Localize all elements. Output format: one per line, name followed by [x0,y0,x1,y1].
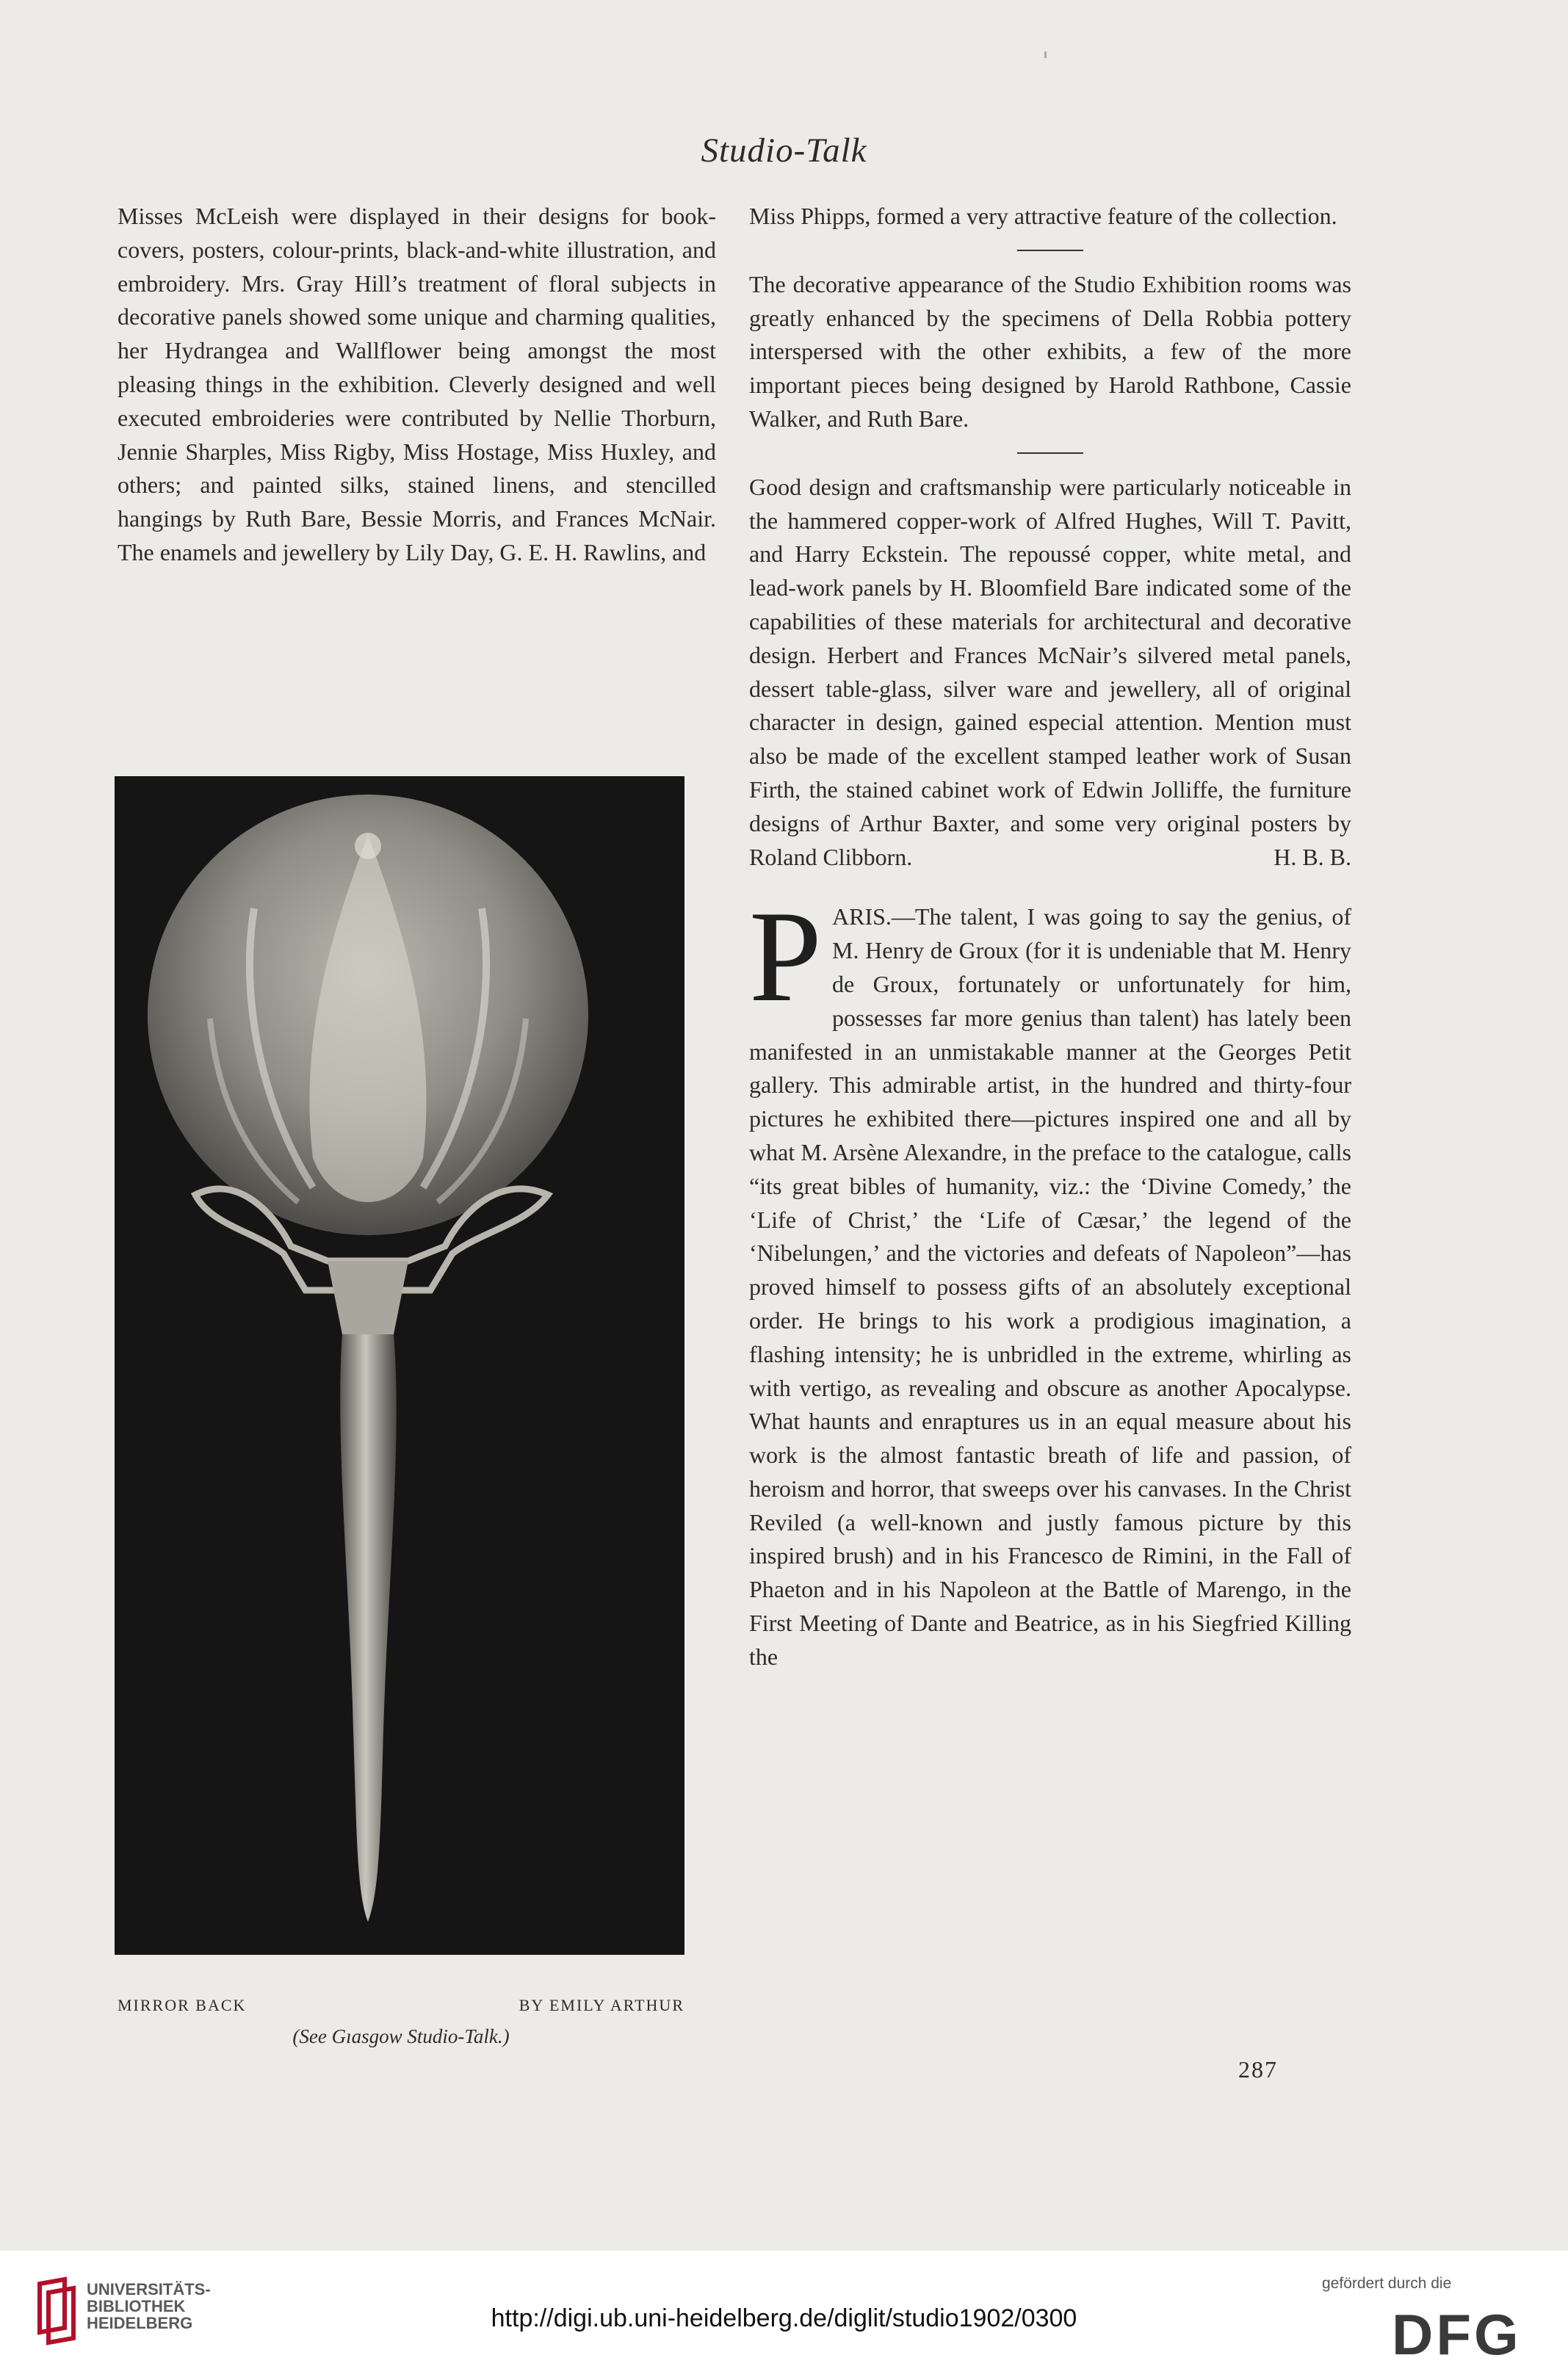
author-initials: H. B. B. [1273,843,1351,870]
library-name: UNIVERSITÄTS- BIBLIOTHEK HEIDELBERG [87,2280,211,2332]
right-paragraph-2: The decorative appearance of the Studio Exhibition rooms was greatly enhanced by the specimens of Della Robbia pottery interspersed with the other exhibits, a few of the more important pieces being designed by Harold Rathbone, Cassie Walker, and Ruth Bare. [749,270,1351,432]
source-url-link[interactable]: http://digi.ub.uni-heidelberg.de/diglit/studio1902/0300 [491,2304,1077,2332]
paris-paragraph-text: ARIS.—The talent, I was going to say the genius, of M. Henry de Groux (for it is undeniable that M. Henry de Groux, fortunately or unfortunately for him, possesses far more genius than talent) has lately been manifested in an unmistakable manner at the Georges Petit gallery. This admirable artist, in the hundred and thirty-four pictures he exhibited there—pictures inspired one and all by what M. Arsène Alexandre, in the preface to the catalogue, calls “its great bibles of humanity, viz.: the ‘Divine Comedy,’ the ‘Life of Christ,’ the ‘Life of Cæsar,’ the legend of the ‘Nibelungen,’ and the victories and defeats of Napoleon”—has proved himself to possess gifts of an absolutely exceptional order. He brings to his work a prodigious imagination, a flashing intensity; he is unbridled in the extreme, whirling as with vertigo, as revealing and obscure as another Apocalypse. What haunts and enraptures us in an equal measure about his work is the almost fantastic breath of life and passion, of heroism and horror, that sweeps over his canvases. In the Christ Reviled (a well-known and justly famous picture by this inspired brush) and in his Francesco de Rimini, in the Fall of Phaeton and in his Napoleon at the Battle of Marengo, in the First Meeting of Dante and Beatrice, as in his Siegfried Killing the [749,903,1351,1670]
mirror-illustration [115,776,684,1955]
left-column [118,200,716,570]
section-divider [1017,452,1083,454]
figure-caption [118,1996,684,2015]
section-divider [1017,250,1083,251]
dfg-logo: DFG [1392,2302,1522,2367]
left-paragraph: Misses McLeish were displayed in their designs for book-covers, posters, colour-prints, black-and-white illustration, and embroidery. Mrs. Gray Hill’s treatment of floral subjects in decorative panels showed some unique and charming qualities, her Hydrangea and Wallflower being amongst the most pleasing things in the exhibition. Cleverly designed and well executed embroideries were contributed by Nellie Thorburn, Jennie Sharples, Miss Rigby, Miss Hostage, Miss Huxley, and others; and painted silks, stained linens, and stencilled hangings by Ruth Bare, Bessie Morris, and Frances McNair. The enamels and jewellery by Lily Day, G. E. H. Rawlins, and [118,203,716,565]
right-column [749,200,1351,1674]
scan-speck [1044,51,1047,58]
paris-paragraph [749,883,1351,1674]
caption-artist: BY EMILY ARTHUR [519,1996,684,2014]
caption-reference: (See Gıasgow Studio-Talk.) [292,2025,510,2047]
mirror-back-photograph [115,776,684,1955]
drop-capital: P [749,883,822,1030]
right-paragraph-1: Miss Phipps, formed a very attractive feature of the collection. [749,203,1337,229]
caption-title: MIRROR BACK [118,1996,247,2014]
funder-label: gefördert durch die [1322,2275,1452,2292]
running-header: Studio-Talk [701,131,867,170]
page-number: 287 [1238,2056,1278,2083]
right-paragraph-3 [749,471,1351,875]
paragraph-3-text: Good design and craftsmanship were particularly noticeable in the hammered copper-work of Alfred Hughes, Will T. Pavitt, and Harry Eckstein. The repoussé copper, white metal, and lead-work panels by H. Bloomfield Bare indicated some of the capabilities of these materials for architectural and decorative design. Herbert and Frances McNair’s silvered metal panels, dessert table-glass, silver ware and jewellery, all of original character in design, gained especial attention. Mention must also be made of the excellent stamped leather work of Susan Firth, the stained cabinet work of Edwin Jolliffe, the furniture designs of Arthur Baxter, and some very original posters by Roland Clibborn. [749,473,1351,870]
